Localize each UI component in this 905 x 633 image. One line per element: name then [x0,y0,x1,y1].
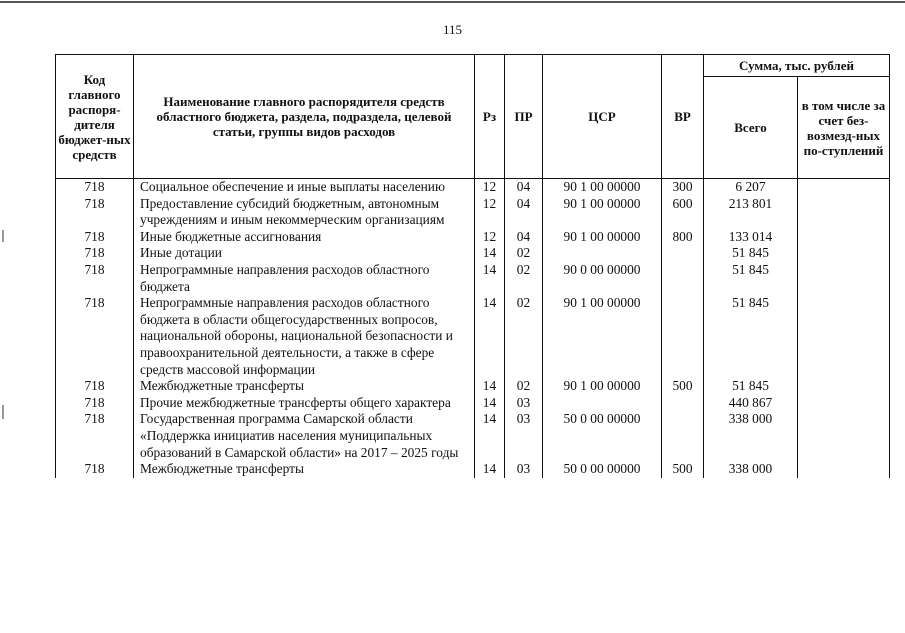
cell-code: 718 [56,196,134,229]
cell-code: 718 [56,262,134,295]
cell-name: Межбюджетные трансферты [134,461,475,478]
cell-vr: 300 [662,179,704,196]
cell-csr: 90 1 00 00000 [543,196,662,229]
cell-incl [798,229,890,246]
cell-rz: 12 [475,179,505,196]
cell-code: 718 [56,411,134,461]
cell-vr [662,245,704,262]
cell-total: 51 845 [704,295,798,378]
cell-rz: 14 [475,395,505,412]
cell-incl [798,262,890,295]
cell-total: 6 207 [704,179,798,196]
cell-incl [798,378,890,395]
cell-total: 51 845 [704,262,798,295]
cell-incl [798,179,890,196]
cell-total: 51 845 [704,245,798,262]
col-csr-header: ЦСР [543,55,662,179]
cell-name: Предоставление субсидий бюджетным, автономным учреждениям и иным некоммерческим организациям [134,196,475,229]
cell-pr: 04 [505,179,543,196]
cell-csr: 90 1 00 00000 [543,378,662,395]
table-row [56,179,890,196]
cell-csr: 50 0 00 00000 [543,461,662,478]
cell-vr: 800 [662,229,704,246]
cell-pr: 02 [505,378,543,395]
col-name-header: Наименование главного распорядителя средств областного бюджета, раздела, подраздела, целевой статьи, группы видов расходов [134,55,475,179]
cell-code: 718 [56,395,134,412]
cell-rz: 14 [475,378,505,395]
col-code-header: Код главного распоря-дителя бюджет-ных средств [56,55,134,179]
cell-incl [798,411,890,461]
cell-code: 718 [56,295,134,378]
table-row [56,461,890,478]
cell-csr: 90 1 00 00000 [543,229,662,246]
cell-incl [798,295,890,378]
cell-rz: 12 [475,229,505,246]
table-row [56,245,890,262]
cell-vr: 600 [662,196,704,229]
cell-csr [543,245,662,262]
table-row [56,229,890,246]
table-row [56,196,890,229]
cell-code: 718 [56,179,134,196]
cell-name: Государственная программа Самарской области «Поддержка инициатив населения муниципальных образований в Самарской области» на 2017 – 2025 годы [134,411,475,461]
cell-total: 338 000 [704,411,798,461]
cell-vr: 500 [662,378,704,395]
top-border-line [0,1,905,3]
cell-name: Социальное обеспечение и иные выплаты населению [134,179,475,196]
cell-rz: 14 [475,411,505,461]
cell-pr: 02 [505,245,543,262]
cell-rz: 14 [475,245,505,262]
col-pr-header: ПР [505,55,543,179]
cell-total: 133 014 [704,229,798,246]
page-number: 115 [442,22,463,37]
cell-csr: 90 1 00 00000 [543,295,662,378]
cell-vr [662,262,704,295]
cell-vr [662,411,704,461]
cell-csr: 90 1 00 00000 [543,179,662,196]
cell-name: Непрограммные направления расходов областного бюджета [134,262,475,295]
cell-pr: 02 [505,262,543,295]
col-total-header: Всего [704,77,798,179]
cell-vr [662,395,704,412]
table-row [56,295,890,378]
budget-table [55,54,890,478]
cell-code: 718 [56,229,134,246]
cell-pr: 03 [505,461,543,478]
cell-name: Непрограммные направления расходов областного бюджета в области общегосударственных вопросов, национальной обороны, национальной безопасности и правоохранительной деятельности, а также в сфере средств массовой информации [134,295,475,378]
cell-total: 51 845 [704,378,798,395]
table-row [56,395,890,412]
cell-csr: 50 0 00 00000 [543,411,662,461]
cell-rz: 12 [475,196,505,229]
col-sum-header: Сумма, тыс. рублей [704,55,890,77]
cell-pr: 04 [505,196,543,229]
cell-vr: 500 [662,461,704,478]
cell-rz: 14 [475,461,505,478]
cell-name: Иные бюджетные ассигнования [134,229,475,246]
cell-code: 718 [56,378,134,395]
cell-name: Иные дотации [134,245,475,262]
cell-pr: 02 [505,295,543,378]
cell-code: 718 [56,461,134,478]
table-row [56,262,890,295]
cell-total: 338 000 [704,461,798,478]
cell-total: 440 867 [704,395,798,412]
cell-incl [798,196,890,229]
scan-mark [2,405,4,419]
cell-pr: 03 [505,411,543,461]
table-row [56,411,890,461]
scan-mark [2,230,4,242]
cell-name: Прочие межбюджетные трансферты общего характера [134,395,475,412]
table-row [56,378,890,395]
cell-code: 718 [56,245,134,262]
col-rz-header: Рз [475,55,505,179]
cell-rz: 14 [475,295,505,378]
cell-pr: 04 [505,229,543,246]
cell-rz: 14 [475,262,505,295]
cell-incl [798,245,890,262]
cell-csr [543,395,662,412]
cell-vr [662,295,704,378]
cell-csr: 90 0 00 00000 [543,262,662,295]
cell-incl [798,395,890,412]
cell-name: Межбюджетные трансферты [134,378,475,395]
cell-pr: 03 [505,395,543,412]
cell-incl [798,461,890,478]
col-incl-header: в том числе за счет без-возмезд-ных по-ступлений [798,77,890,179]
col-vr-header: ВР [662,55,704,179]
cell-total: 213 801 [704,196,798,229]
